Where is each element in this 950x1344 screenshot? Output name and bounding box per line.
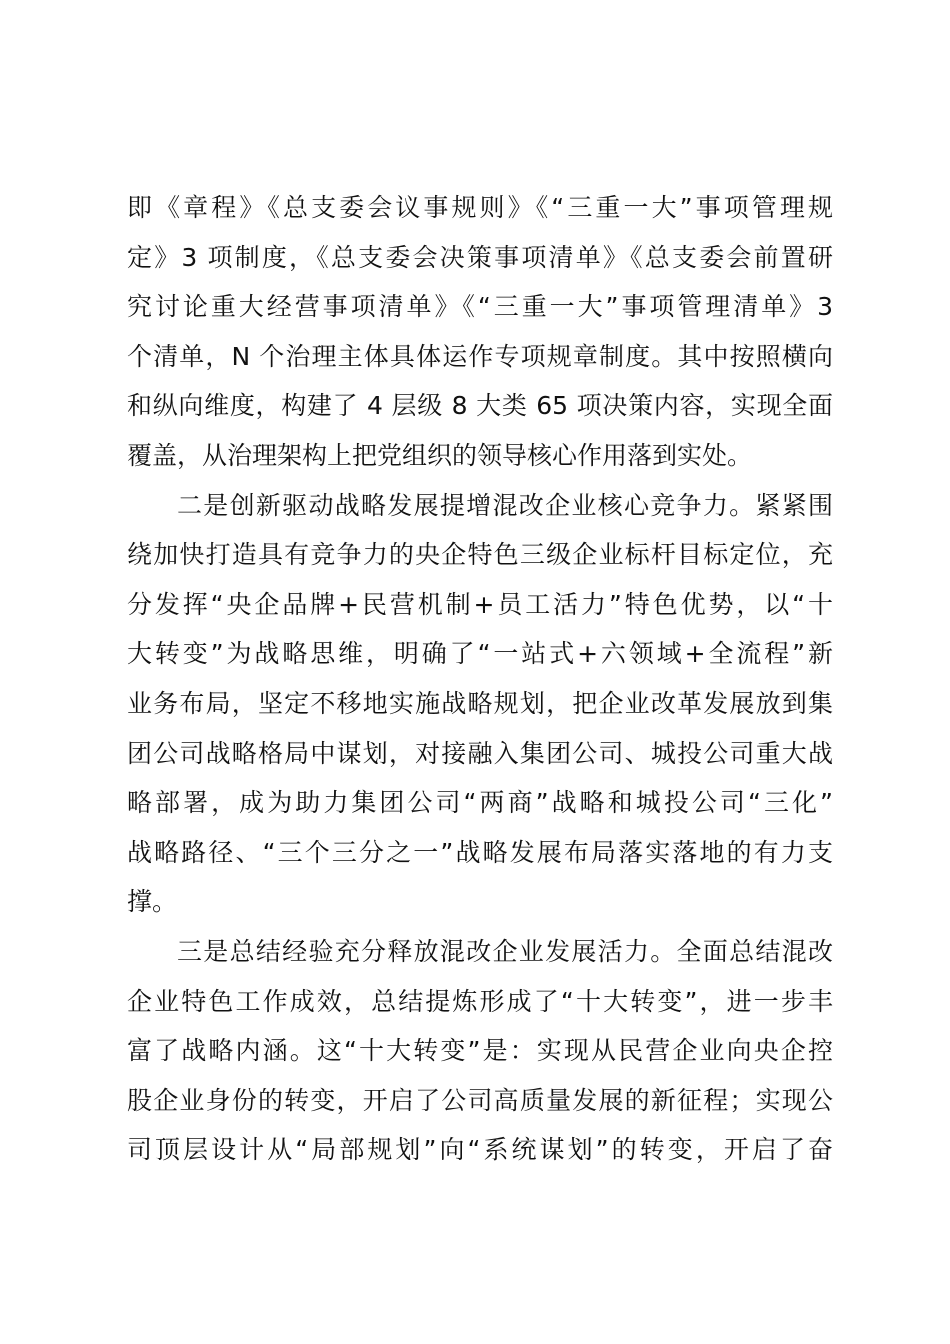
text-line: 企业特色工作成效，总结提炼形成了“十大转变”，进一步丰 (127, 986, 833, 1016)
paragraph-1 (127, 183, 833, 481)
text-line: 大转变”为战略思维，明确了“一站式+六领域+全流程”新 (127, 639, 833, 669)
text-line: 定》3 项制度，《总支委会决策事项清单》《总支委会前置研 (127, 242, 833, 272)
text-line: 即《章程》《总支委会议事规则》《“三重一大”事项管理规 (127, 193, 833, 222)
text-line: 团公司战略格局中谋划，对接融入集团公司、城投公司重大战 (127, 738, 833, 768)
text-line: 撑。 (127, 887, 178, 917)
text-line: 分发挥“央企品牌+民营机制+员工活力”特色优势，以“十 (127, 589, 833, 619)
text-line: 司顶层设计从“局部规划”向“系统谋划”的转变，开启了奋 (127, 1135, 833, 1165)
text-line: 三是总结经验充分释放混改企业发展活力。全面总结混改 (177, 936, 833, 966)
text-line: 略部署，成为助力集团公司“两商”战略和城投公司“三化” (127, 788, 833, 818)
text-line: 富了战略内涵。这“十大转变”是：实现从民营企业向央企控 (127, 1036, 833, 1066)
text-line: 究讨论重大经营事项清单》《“三重一大”事项管理清单》3 (127, 292, 833, 322)
paragraph-2 (127, 481, 833, 927)
text-line: 覆盖，从治理架构上把党组织的领导核心作用落到实处。 (127, 440, 753, 470)
paragraph-3 (127, 927, 833, 1175)
text-line: 业务布局，坚定不移地实施战略规划，把企业改革发展放到集 (127, 688, 833, 718)
text-line: 二是创新驱动战略发展提增混改企业核心竞争力。紧紧围 (177, 490, 833, 520)
text-line: 绕加快打造具有竞争力的央企特色三级企业标杆目标定位，充 (127, 540, 833, 570)
document-body (127, 183, 833, 1175)
text-line: 个清单，N 个治理主体具体运作专项规章制度。其中按照横向 (127, 341, 833, 371)
text-line: 战略路径、“三个三分之一”战略发展布局落实落地的有力支 (127, 837, 833, 867)
text-line: 股企业身份的转变，开启了公司高质量发展的新征程；实现公 (127, 1085, 833, 1115)
text-line: 和纵向维度，构建了 4 层级 8 大类 65 项决策内容，实现全面 (127, 391, 833, 421)
